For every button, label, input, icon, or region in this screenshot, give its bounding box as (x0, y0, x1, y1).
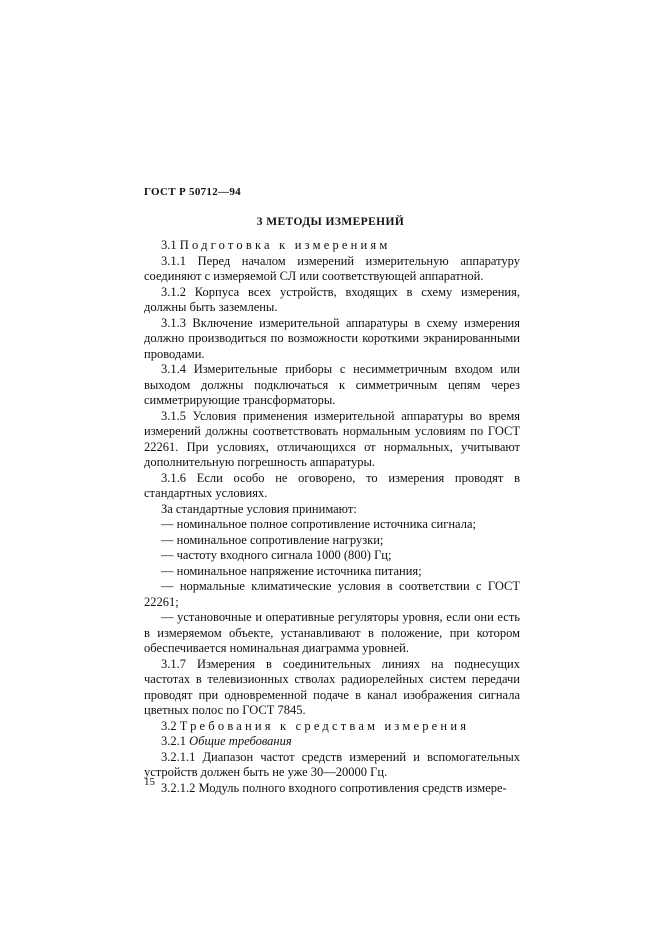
subsection-heading-3-1 (144, 238, 520, 254)
list-item: — номинальное напряжение источника питания; (161, 563, 422, 578)
paragraph-3-1-2: 3.1.2 Корпуса всех устройств, входящих в схему измерения, должны быть заземлены. (144, 284, 520, 314)
main-text (144, 238, 520, 796)
paragraph-3-1-7: 3.1.7 Измерения в соединительных линиях на поднесущих частотах в телевизионных стволах радиорелейных систем передачи проводят при одновременной подаче в канал изображения сигнала цветных полос по ГОСТ 7845. (144, 656, 520, 717)
subsection-title: Требования к средствам измерения (179, 718, 470, 733)
subsection-number: 3.2.1 (161, 734, 186, 748)
page-number: 15 (144, 776, 155, 788)
paragraph-3-2-1-2: 3.2.1.2 Модуль полного входного сопротивления средств измере- (161, 780, 507, 795)
paragraph-3-1-4: 3.1.4 Измерительные приборы с несимметричным входом или выходом должны подключаться к симметричным цепям через симметрирующие трансформаторы. (144, 362, 520, 407)
list-item: — нормальные климатические условия в соответствии с ГОСТ 22261; (144, 579, 520, 609)
subsection-heading-3-2-1 (144, 734, 520, 750)
paragraph-3-1-1: 3.1.1 Перед началом измерений измерительную аппаратуру соединяют с измеряемой СЛ или соответствующей аппаратной. (144, 253, 520, 283)
subsection-number: 3.2 (161, 718, 177, 733)
subsection-title: Подготовка к измерениям (179, 238, 391, 252)
subsection-heading-3-2 (144, 719, 520, 735)
document-header: ГОСТ Р 50712—94 (144, 186, 241, 198)
paragraph-3-1-3: 3.1.3 Включение измерительной аппаратуры в схему измерения должно производиться по возможности короткими экранированными проводами. (144, 315, 520, 361)
subsection-number: 3.1 (161, 238, 177, 252)
list-item: — частоту входного сигнала 1000 (800) Гц; (161, 548, 392, 562)
list-item: — номинальное сопротивление нагрузки; (161, 532, 384, 547)
paragraph-3-2-1-1: 3.2.1.1 Диапазон частот средств измерений и вспомогательных устройств должен быть не уже 30—20000 Гц. (144, 749, 520, 779)
paragraph-3-1-5: 3.1.5 Условия применения измерительной аппаратуры во время измерений должны соответствовать нормальным условиям по ГОСТ 22261. При условиях, отличающихся от нормальных, учитывают дополнительную погрешность аппаратуры. (144, 408, 520, 469)
list-item: — номинальное полное сопротивление источника сигнала; (161, 517, 476, 531)
subsection-title: Общие требования (189, 734, 292, 748)
list-item: — установочные и оперативные регуляторы уровня, если они есть в измеряемом объекте, устанавливают в положение, при котором обеспечивается номинальная диаграмма уровней. (144, 610, 520, 655)
section-title: 3 МЕТОДЫ ИЗМЕРЕНИЙ (256, 216, 405, 228)
paragraph-3-1-6: 3.1.6 Если особо не оговорено, то измерения проводят в стандартных условиях. (144, 470, 520, 500)
standard-conditions-intro: За стандартные условия принимают: (161, 501, 357, 516)
